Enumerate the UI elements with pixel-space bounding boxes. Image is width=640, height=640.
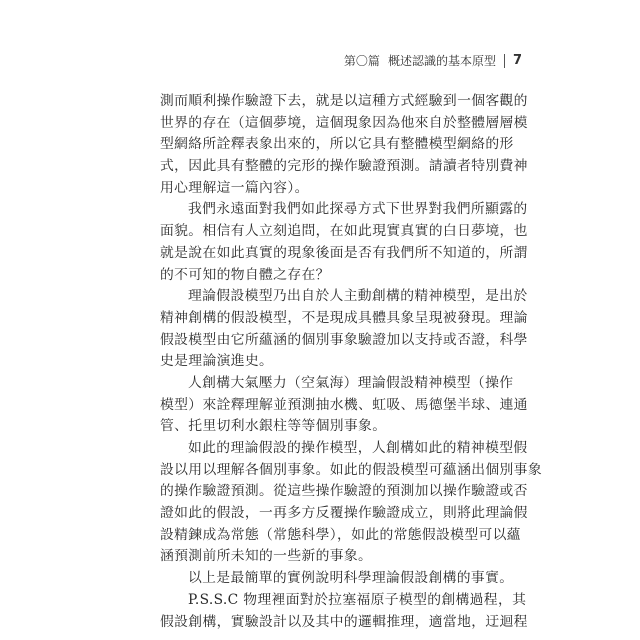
text-line: 以上是最簡單的實例說明科學理論假設創構的事實。 [188,570,514,587]
body-text [160,91,542,633]
text-line: 用心理解這一篇內容）。 [160,179,309,196]
page-number: 7 [512,53,522,68]
text-line: 的操作驗證預測。從這些操作驗證的預測加以操作驗證或否 [160,483,528,500]
text-line: 涵預測前所未知的一些新的事象。 [160,548,373,565]
text-line: 模型）來詮釋理解並預測抽水機、虹吸、馬德堡半球、連通 [160,396,528,413]
chapter-label: 第〇篇 [343,54,380,68]
text-line: 測而順利操作驗證下去，就是以這種方式經驗到一個客觀的 [160,93,528,109]
text-line: 式，因此具有整體的完形的操作驗證預測。請讀者特別費神 [160,158,528,175]
chapter-title: 概述認識的基本原型 [387,54,496,68]
text-line: 面貌。相信有人立刻追問，在如此現實真實的白日夢境，也 [160,223,528,240]
text-line: 的不可知的物自體之存在？ [160,266,330,283]
text-line: P.S.S.C 物理裡面對於拉塞福原子模型的創構過程，其 [188,591,527,608]
text-line: 證如此的假設，一再多方反覆操作驗證成立，則將此理論假 [160,505,528,522]
text-line: 管、托里切利水銀柱等等個別事象。 [160,418,387,435]
text-line: 假設創構，實驗設計以及其中的邏輯推理，適當地，迂迴程 [160,613,528,630]
text-line: 人創構大氣壓力（空氣海）理論假設精神模型（操作 [188,374,514,391]
text-line: 史是理論演進史。 [160,353,274,370]
text-line: 精神創構的假設模型，不是現成具體具象呈現被發現。理論 [160,309,528,326]
text-line: 設精鍊成為常態（常態科學），如此的常態假設模型可以蘊 [160,526,521,543]
text-line: 世界的存在（這個夢境，這個現象因為他來自於整體層層模 [160,114,528,131]
header-divider [504,54,505,68]
text-line: 理論假設模型乃出自於人主動創構的精神模型，是出於 [188,288,528,305]
text-line: 型網絡所詮釋表象出來的，所以它具有整體模型網絡的形 [160,136,514,153]
text-line: 假設模型由它所蘊涵的個別事象驗證加以支持或否證，科學 [160,331,528,348]
text-line: 我們永遠面對我們如此探尋方式下世界對我們所顯露的 [188,201,528,218]
text-line: 如此的理論假設的操作模型，人創構如此的精神模型假 [188,440,528,456]
running-header [344,52,522,69]
text-line: 就是說在如此真實的現象後面是否有我們所不知道的，所謂 [160,244,528,261]
text-line: 設以用以理解各個別事象。如此的假設模型可蘊涵出個別事象 [160,461,542,478]
